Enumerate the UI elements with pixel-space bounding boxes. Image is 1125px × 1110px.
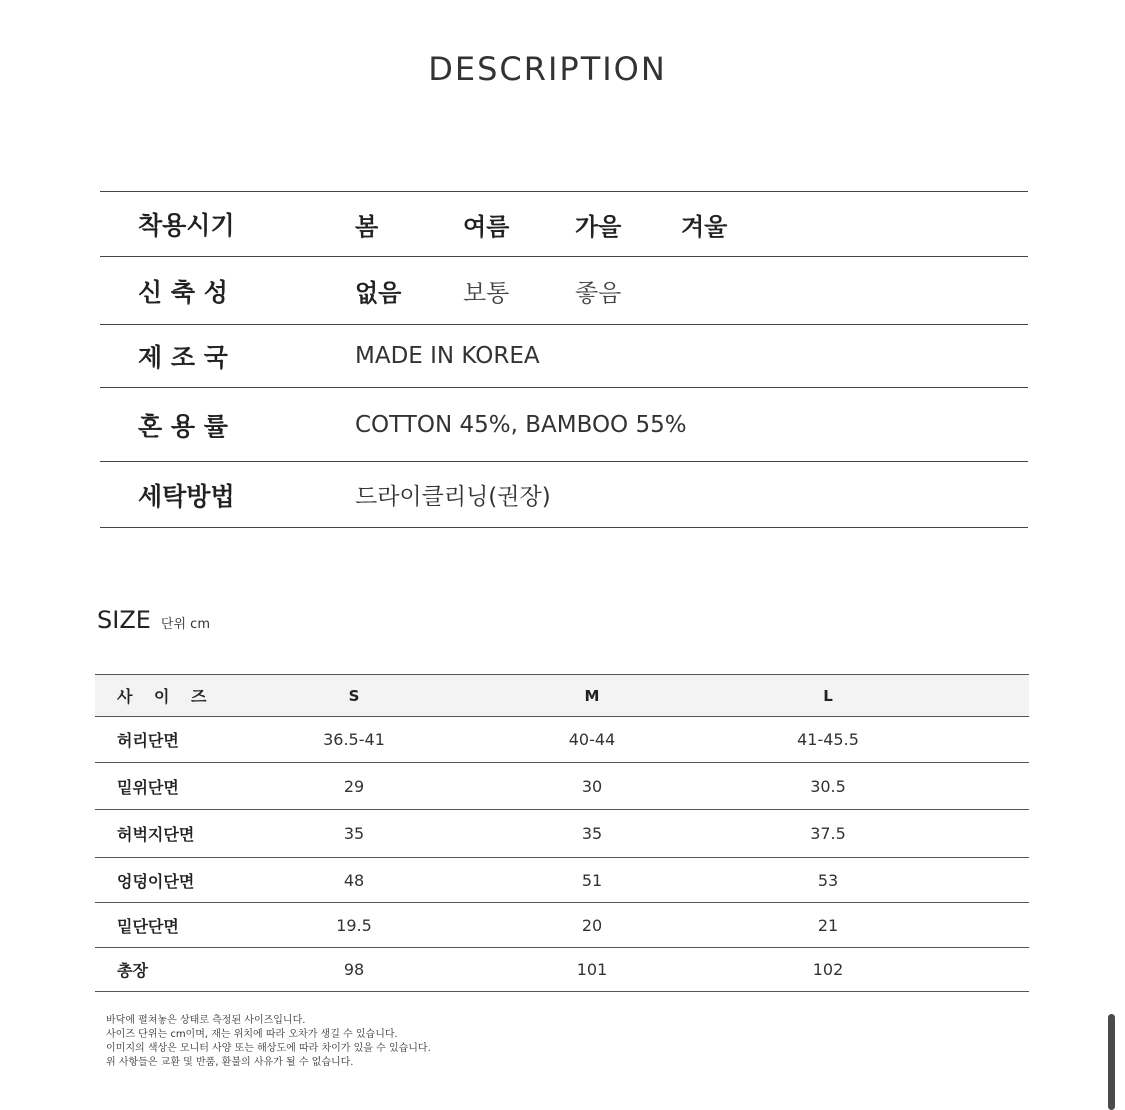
material-row — [100, 388, 1028, 462]
cell-l: 102 — [812, 960, 844, 979]
row-label: 밑위단면 — [117, 777, 179, 797]
stretch-option-none: 없음 — [355, 279, 402, 307]
scrollbar-thumb[interactable] — [1108, 1014, 1115, 1110]
care-label: 세탁방법 — [138, 481, 235, 511]
cell-m: 30 — [581, 776, 603, 796]
cell-s: 29 — [343, 776, 365, 796]
page-title: DESCRIPTION — [428, 50, 667, 88]
table-row — [95, 810, 1029, 858]
stretch-label: 신 축 성 — [138, 277, 228, 307]
cell-l: 21 — [817, 915, 839, 935]
season-label: 착용시기 — [138, 211, 235, 240]
cell-l: 53 — [817, 870, 839, 890]
stretch-row — [100, 257, 1028, 325]
cell-s: 36.5-41 — [323, 730, 385, 749]
material-value: COTTON 45%, BAMBOO 55% — [355, 411, 687, 438]
season-option-summer: 여름 — [463, 212, 510, 241]
size-header-label: 사 이 즈 — [117, 687, 215, 706]
size-header-l: L — [823, 686, 833, 705]
row-label: 엉덩이단면 — [117, 871, 195, 891]
origin-label: 제 조 국 — [138, 343, 228, 372]
season-option-spring: 봄 — [355, 212, 379, 241]
size-header-row — [95, 675, 1029, 717]
table-row — [95, 948, 1029, 992]
cell-s: 98 — [343, 960, 365, 979]
row-label: 총장 — [117, 961, 148, 980]
cell-l: 37.5 — [810, 824, 846, 843]
season-option-autumn: 가을 — [575, 212, 622, 241]
note-line: 사이즈 단위는 cm이며, 재는 위치에 따라 오차가 생길 수 있습니다. — [106, 1029, 398, 1040]
season-options — [355, 207, 1028, 242]
size-notes — [106, 1014, 431, 1070]
stretch-option-normal: 보통 — [463, 279, 510, 307]
cell-m: 40-44 — [568, 730, 616, 749]
cell-s: 48 — [343, 870, 365, 890]
origin-value: MADE IN KOREA — [355, 343, 540, 369]
size-header-m: M — [584, 686, 600, 705]
size-unit: 단위 cm — [160, 617, 210, 632]
cell-m: 35 — [581, 824, 603, 843]
cell-m: 101 — [576, 960, 608, 979]
care-value: 드라이클리닝(권장) — [355, 484, 551, 510]
size-title: SIZE — [97, 606, 151, 634]
note-line: 위 사항들은 교환 및 반품, 환불의 사유가 될 수 없습니다. — [106, 1057, 354, 1068]
cell-s: 19.5 — [336, 915, 372, 935]
size-header-s: S — [348, 686, 360, 705]
table-row — [95, 903, 1029, 948]
season-row — [100, 192, 1028, 257]
cell-l: 30.5 — [810, 776, 846, 796]
cell-m: 20 — [581, 915, 603, 935]
material-label: 혼 용 률 — [138, 411, 228, 441]
row-label: 허리단면 — [117, 731, 179, 750]
stretch-options — [355, 273, 1028, 308]
table-row — [95, 858, 1029, 903]
cell-l: 41-45.5 — [797, 730, 859, 749]
season-option-winter: 겨울 — [681, 212, 728, 241]
description-table — [100, 191, 1028, 528]
size-heading — [97, 606, 210, 634]
note-line: 이미지의 색상은 모니터 사양 또는 해상도에 따라 차이가 있을 수 있습니다. — [106, 1043, 431, 1054]
row-label: 밑단단면 — [117, 916, 179, 936]
table-row — [95, 763, 1029, 810]
stretch-option-good: 좋음 — [575, 279, 622, 307]
note-line: 바닥에 펼쳐놓은 상태로 측정된 사이즈입니다. — [106, 1015, 306, 1026]
table-row — [95, 717, 1029, 763]
cell-m: 51 — [581, 870, 603, 890]
origin-row — [100, 325, 1028, 388]
care-row — [100, 462, 1028, 528]
size-table — [95, 674, 1029, 992]
cell-s: 35 — [343, 824, 365, 843]
row-label: 허벅지단면 — [117, 825, 195, 844]
